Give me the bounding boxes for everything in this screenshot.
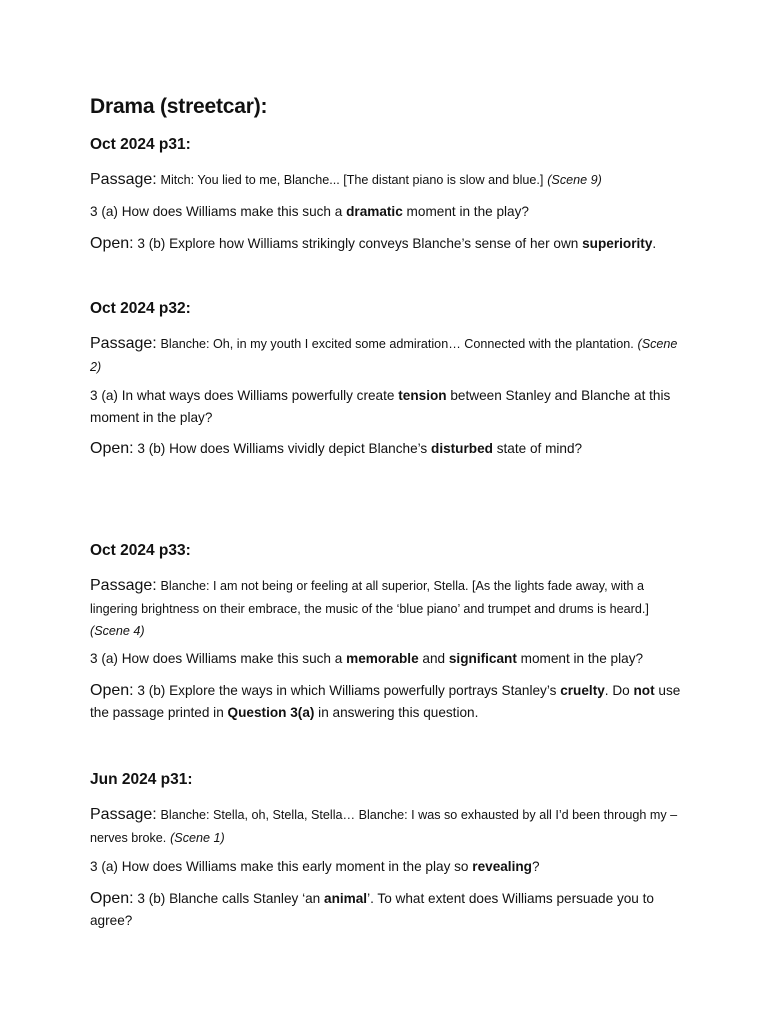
- scene-ref: (Scene 4): [90, 624, 145, 638]
- open-label: Open:: [90, 440, 134, 457]
- section-heading: Jun 2024 p31:: [90, 771, 193, 788]
- question-text: .: [652, 236, 657, 251]
- open-question: [90, 680, 690, 723]
- passage-label: Passage:: [90, 335, 157, 352]
- question-text: moment in the play?: [402, 204, 529, 219]
- open-question: [90, 888, 690, 931]
- keyword: animal: [324, 891, 368, 906]
- keyword: not: [633, 683, 655, 698]
- open-question: [90, 233, 690, 255]
- question-text: state of mind?: [492, 441, 583, 456]
- question-text: 3 (b) Explore how Williams strikingly conveys Blanche’s sense of her own: [133, 236, 583, 251]
- keyword: revealing: [472, 859, 532, 874]
- passage-line: [90, 333, 690, 378]
- question-text: 3 (b) Blanche calls Stanley ‘an: [133, 891, 325, 906]
- question-text: 3 (b) Explore the ways in which Williams powerfully portrays Stanley’s: [133, 683, 561, 698]
- question-text: 3 (b) How does Williams vividly depict Blanche’s: [133, 441, 432, 456]
- question-3a: [90, 385, 690, 428]
- open-label: Open:: [90, 890, 134, 907]
- passage-line: [90, 804, 690, 849]
- question-text: 3 (a) How does Williams make this such a: [90, 204, 347, 219]
- passage-text: Blanche: Stella, oh, Stella, Stella… Blanche: I was so exhausted by all I’d been through my – nerves broke.: [90, 808, 678, 845]
- question-text: . Do: [604, 683, 634, 698]
- keyword: disturbed: [431, 441, 493, 456]
- keyword: tension: [398, 388, 447, 403]
- question-text: ’. To what extent does Williams persuade you to agree?: [90, 891, 654, 928]
- passage-text: Blanche: Oh, in my youth I excited some admiration… Connected with the plantation.: [160, 337, 634, 351]
- keyword: dramatic: [346, 204, 403, 219]
- question-text: and: [418, 651, 449, 666]
- keyword: Question 3(a): [227, 704, 315, 720]
- passage-label: Passage:: [90, 577, 157, 594]
- passage-text: Mitch: You lied to me, Blanche... [The distant piano is slow and blue.]: [160, 173, 544, 187]
- scene-ref: (Scene 1): [170, 830, 225, 845]
- question-3a: [90, 856, 690, 878]
- keyword: significant: [448, 651, 517, 666]
- document-title: Drama (streetcar):: [90, 95, 268, 118]
- question-text: 3 (a) How does Williams make this early moment in the play so: [90, 859, 473, 874]
- passage-text: Blanche: I am not being or feeling at all superior, Stella. [As the lights fade away, with a lingering brightness on their embrace, the music of the ‘blue piano’ and trumpet and drums is heard.]: [90, 579, 649, 616]
- passage-label: Passage:: [90, 171, 157, 188]
- question-3a: [90, 201, 690, 223]
- section-heading: Oct 2024 p32:: [90, 300, 191, 317]
- question-text: ?: [531, 859, 540, 874]
- keyword: superiority: [582, 236, 653, 251]
- question-3a: [90, 648, 690, 670]
- open-label: Open:: [90, 682, 134, 699]
- scene-ref: (Scene 2): [90, 337, 678, 374]
- passage-line: [90, 575, 690, 643]
- keyword: cruelty: [560, 683, 605, 698]
- question-text: between Stanley and Blanche at this moment in the play?: [90, 388, 671, 425]
- section-heading: Oct 2024 p33:: [90, 542, 191, 559]
- question-text: use the passage printed in: [90, 683, 681, 720]
- passage-line: [90, 169, 690, 192]
- open-question: [90, 438, 690, 460]
- section-heading: Oct 2024 p31:: [90, 136, 191, 153]
- keyword: memorable: [346, 651, 419, 666]
- question-text: moment in the play?: [516, 651, 644, 666]
- question-text: 3 (a) In what ways does Williams powerfully create: [90, 388, 399, 403]
- open-label: Open:: [90, 235, 134, 252]
- scene-ref: (Scene 9): [547, 173, 602, 187]
- question-text: in answering this question.: [314, 704, 479, 720]
- question-text: 3 (a) How does Williams make this such a: [90, 651, 347, 666]
- passage-label: Passage:: [90, 806, 157, 823]
